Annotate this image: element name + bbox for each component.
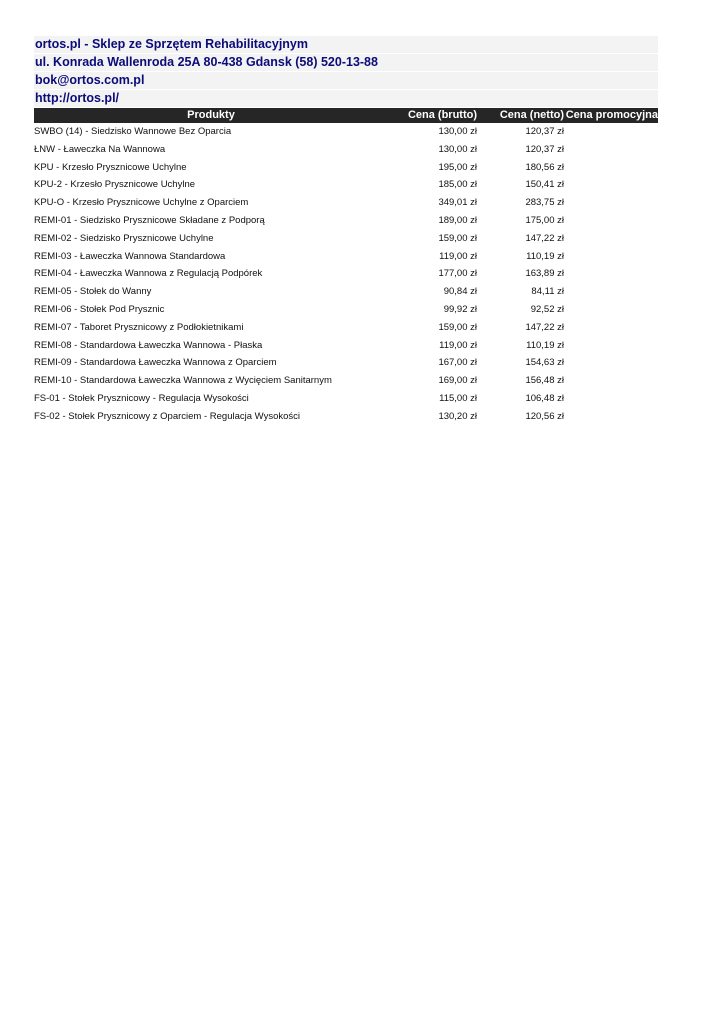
net-price-cell: 120,56 zł	[525, 410, 564, 422]
gross-price-cell: 189,00 zł	[438, 214, 477, 226]
promo-price-cell	[564, 212, 658, 230]
table-row	[34, 176, 658, 194]
net-price-cell: 147,22 zł	[525, 321, 564, 333]
gross-price-cell: 115,00 zł	[439, 392, 477, 404]
product-name-cell: FS-01 - Stołek Prysznicowy - Regulacja Wysokości	[34, 392, 249, 404]
product-name-cell: KPU-2 - Krzesło Prysznicowe Uchylne	[34, 179, 196, 191]
product-name-cell: REMI-09 - Standardowa Ławeczka Wannowa z Oparciem	[34, 357, 277, 369]
promo-price-cell	[564, 301, 658, 319]
promo-price-cell	[564, 319, 658, 337]
table-row	[34, 194, 658, 212]
promo-price-cell	[564, 283, 658, 301]
company-name: ortos.pl - Sklep ze Sprzętem Rehabilitacyjnym	[34, 36, 658, 53]
gross-price-cell: 99,92 zł	[443, 303, 477, 315]
promo-price-cell	[564, 230, 658, 248]
table-row	[34, 265, 658, 283]
product-name-cell: REMI-10 - Standardowa Ławeczka Wannowa z Wycięciem Sanitarnym	[34, 375, 332, 387]
product-name-cell: SWBO (14) - Siedzisko Wannowe Bez Oparcia	[34, 126, 232, 137]
table-row	[34, 354, 658, 372]
table-row	[34, 141, 658, 159]
product-name-cell: REMI-08 - Standardowa Ławeczka Wannowa - Płaska	[34, 339, 263, 351]
gross-price-cell: 167,00 zł	[438, 357, 477, 369]
gross-price-cell: 90,84 zł	[443, 286, 477, 298]
gross-price-cell: 159,00 zł	[438, 321, 477, 333]
promo-price-cell	[564, 408, 658, 426]
promo-price-cell	[564, 123, 658, 141]
product-name-cell: REMI-07 - Taboret Prysznicowy z Podłokietnikami	[34, 321, 244, 333]
gross-price-cell: 185,00 zł	[438, 179, 477, 191]
table-row	[34, 212, 658, 230]
promo-price-cell	[564, 390, 658, 408]
column-header-products: Produkty	[34, 108, 388, 123]
gross-price-cell: 195,00 zł	[438, 161, 477, 173]
product-name-cell: KPU - Krzesło Prysznicowe Uchylne	[34, 161, 187, 173]
promo-price-cell	[564, 194, 658, 212]
net-price-cell: 180,56 zł	[525, 161, 564, 173]
table-row	[34, 408, 658, 426]
net-price-cell: 92,52 zł	[530, 303, 564, 315]
column-header-net-price: Cena (netto)	[477, 108, 564, 123]
gross-price-cell: 159,00 zł	[438, 232, 477, 244]
promo-price-cell	[564, 176, 658, 194]
table-row	[34, 230, 658, 248]
table-row	[34, 123, 658, 141]
promo-price-cell	[564, 265, 658, 283]
net-price-cell: 120,37 zł	[525, 126, 564, 137]
table-row	[34, 301, 658, 319]
column-header-promo-price: Cena promocyjna	[565, 109, 658, 121]
table-row	[34, 319, 658, 337]
price-list-page	[34, 36, 658, 426]
net-price-cell: 163,89 zł	[525, 268, 564, 280]
promo-price-cell	[564, 141, 658, 159]
gross-price-cell: 130,00 zł	[438, 143, 477, 155]
company-url: http://ortos.pl/	[34, 90, 658, 107]
net-price-cell: 110,19 zł	[526, 250, 564, 262]
table-row	[34, 337, 658, 355]
product-name-cell: REMI-06 - Stołek Pod Prysznic	[34, 303, 165, 315]
gross-price-cell: 119,00 zł	[439, 339, 477, 351]
table-row	[34, 159, 658, 177]
promo-price-cell	[564, 248, 658, 266]
gross-price-cell: 130,00 zł	[438, 126, 477, 137]
gross-price-cell: 130,20 zł	[438, 410, 477, 422]
product-name-cell: REMI-03 - Ławeczka Wannowa Standardowa	[34, 250, 226, 262]
promo-price-cell	[564, 159, 658, 177]
net-price-cell: 283,75 zł	[525, 197, 564, 209]
promo-price-cell	[564, 337, 658, 355]
net-price-cell: 106,48 zł	[525, 392, 564, 404]
product-name-cell: FS-02 - Stołek Prysznicowy z Oparciem - Regulacja Wysokości	[34, 410, 300, 422]
net-price-cell: 156,48 zł	[525, 375, 564, 387]
promo-price-cell	[564, 354, 658, 372]
table-row	[34, 248, 658, 266]
column-header-gross-price: Cena (brutto)	[388, 108, 477, 123]
table-body	[34, 123, 658, 426]
company-email: bok@ortos.com.pl	[34, 72, 658, 89]
table-row	[34, 283, 658, 301]
table-header-row	[34, 108, 658, 123]
gross-price-cell: 177,00 zł	[438, 268, 477, 280]
net-price-cell: 147,22 zł	[525, 232, 564, 244]
product-name-cell: REMI-04 - Ławeczka Wannowa z Regulacją Podpórek	[34, 268, 263, 280]
gross-price-cell: 349,01 zł	[438, 197, 477, 209]
net-price-cell: 84,11 zł	[531, 286, 564, 298]
product-name-cell: REMI-01 - Siedzisko Prysznicowe Składane z Podporą	[34, 214, 265, 226]
company-address: ul. Konrada Wallenroda 25A 80-438 Gdansk (58) 520-13-88	[34, 54, 658, 71]
net-price-cell: 120,37 zł	[525, 143, 564, 155]
net-price-cell: 154,63 zł	[525, 357, 564, 369]
net-price-cell: 110,19 zł	[526, 339, 564, 351]
promo-price-cell	[564, 372, 658, 390]
product-name-cell: REMI-02 - Siedzisko Prysznicowe Uchylne	[34, 232, 214, 244]
gross-price-cell: 119,00 zł	[439, 250, 477, 262]
table-row	[34, 390, 658, 408]
price-table	[34, 108, 658, 426]
table-row	[34, 372, 658, 390]
net-price-cell: 150,41 zł	[525, 179, 564, 191]
gross-price-cell: 169,00 zł	[438, 375, 477, 387]
net-price-cell: 175,00 zł	[525, 214, 564, 226]
product-name-cell: ŁNW - Ławeczka Na Wannowa	[34, 143, 166, 155]
product-name-cell: REMI-05 - Stołek do Wanny	[34, 286, 152, 298]
product-name-cell: KPU-O - Krzesło Prysznicowe Uchylne z Oparciem	[34, 197, 249, 209]
